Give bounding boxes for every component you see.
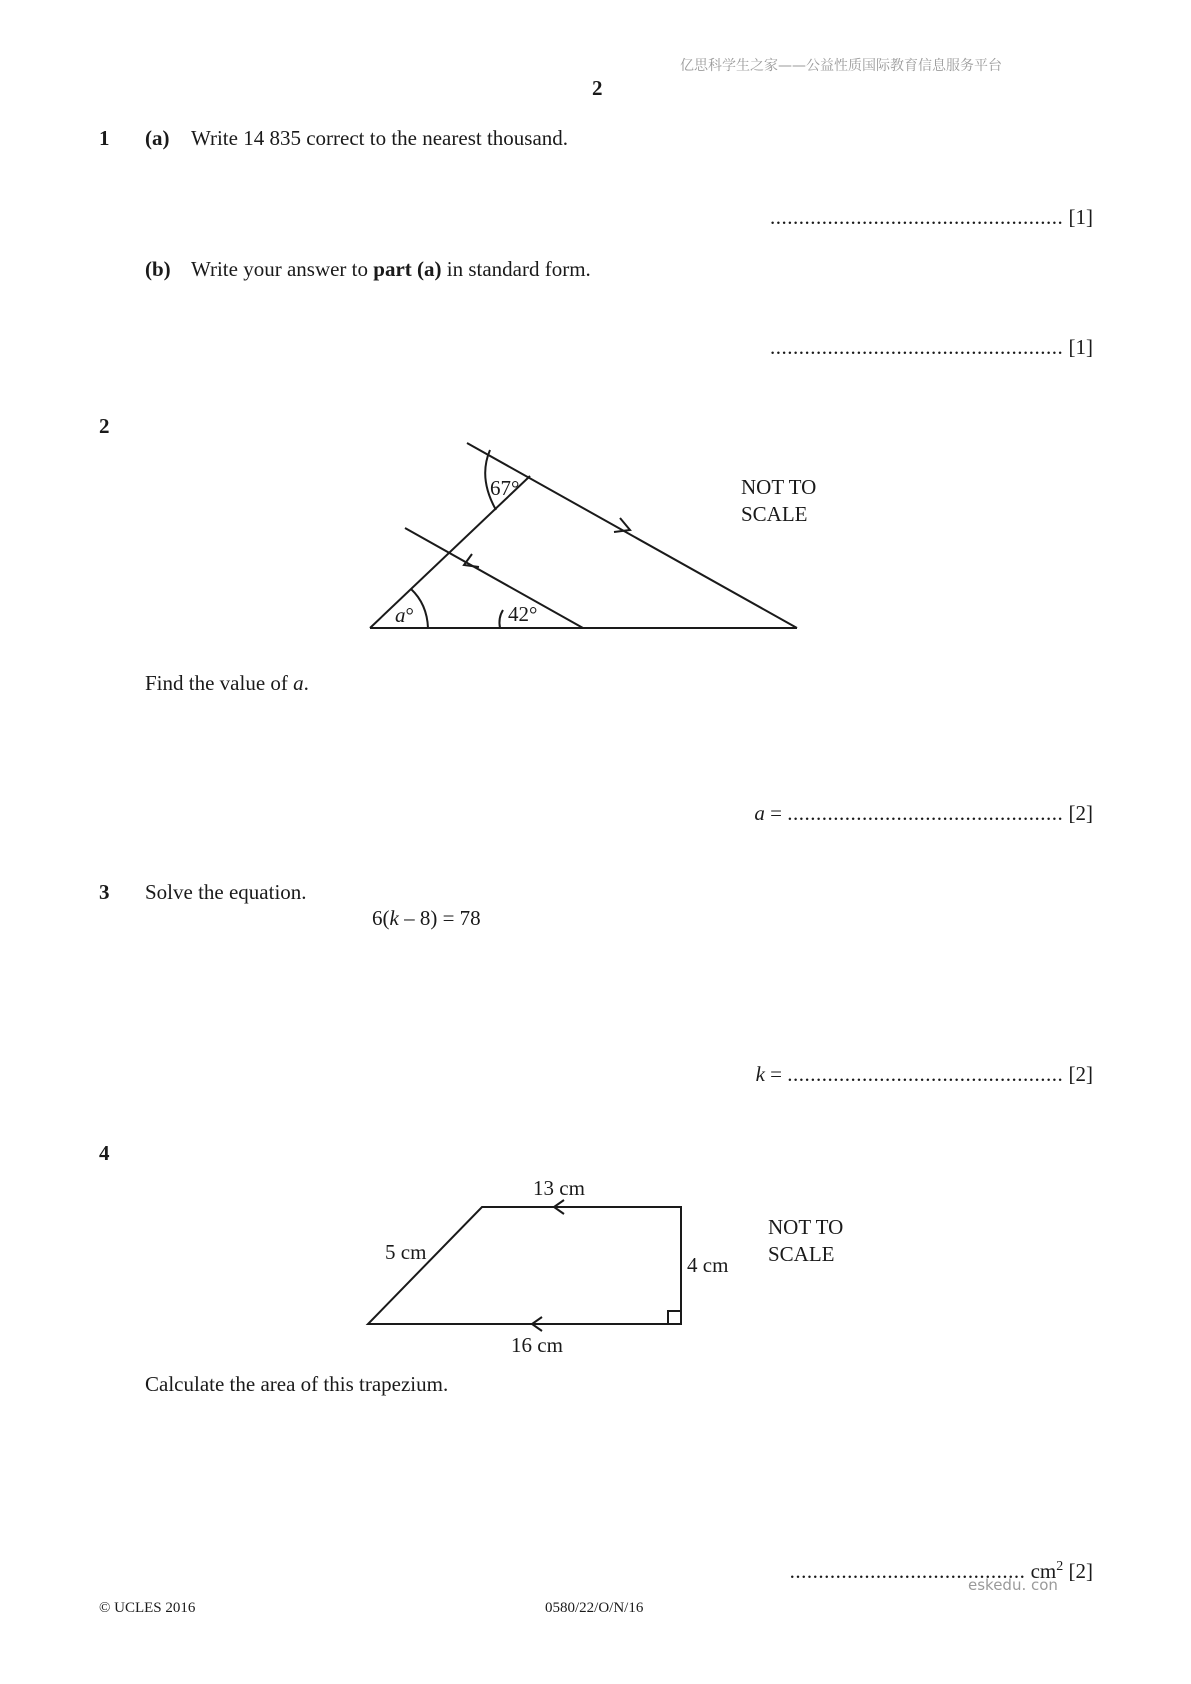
q2-short-parallel (405, 528, 583, 628)
q1-number: 1 (99, 126, 110, 150)
q2-note-line1: NOT TO (741, 475, 817, 499)
q1a-label: (a) (145, 126, 170, 150)
q4-label-right: 4 cm (687, 1253, 729, 1277)
q3-answer-var: k (755, 1062, 765, 1086)
footer-watermark: eskedu. con (968, 1576, 1058, 1594)
q3-answer-dots: ................................................ (787, 1062, 1064, 1086)
q2-prompt-after: . (303, 671, 309, 695)
page-number: 2 (592, 76, 603, 100)
q2-angle-a (395, 603, 414, 627)
footer-copyright: © UCLES 2016 (99, 1600, 196, 1616)
q1b-answer-dots: ................................................... (770, 335, 1064, 359)
q4-note-line1: NOT TO (768, 1215, 844, 1239)
q4-label-bottom: 16 cm (511, 1333, 563, 1357)
q4-right-angle (668, 1311, 681, 1324)
q2-angle-a-var: a (395, 603, 406, 627)
q2-long-parallel (467, 443, 797, 628)
q3-equation-var: k (389, 906, 399, 930)
q2-answer-line[interactable] (754, 801, 1093, 825)
q2-angle-a-deg: ° (405, 603, 414, 627)
q2-prompt-var: a (293, 671, 304, 695)
q2-prompt-before: Find the value of (145, 671, 294, 695)
footer-code: 0580/22/O/N/16 (545, 1600, 644, 1616)
q3-answer-eq: = (764, 1062, 788, 1086)
q4-note-line2: SCALE (768, 1242, 835, 1266)
q2-marks: [2] (1068, 801, 1093, 825)
q3-number: 3 (99, 880, 110, 904)
q1b-text-bold: part (a) (373, 257, 442, 281)
q2-answer-eq: = (764, 801, 788, 825)
q1b-text-before: Write your answer to (191, 257, 374, 281)
q4-number: 4 (99, 1141, 110, 1165)
q1b-marks: [1] (1068, 335, 1093, 359)
q4-label-top: 13 cm (533, 1176, 585, 1200)
q4-answer-dots: ......................................... (789, 1559, 1026, 1583)
q2-answer-dots: ................................................ (787, 801, 1064, 825)
q4-trapezium (368, 1207, 681, 1324)
q3-equation (372, 906, 481, 930)
q4-prompt: Calculate the area of this trapezium. (145, 1372, 449, 1396)
q3-equation-before: 6( (372, 906, 390, 930)
q2-answer-var: a (754, 801, 765, 825)
q3-answer-line[interactable] (756, 1062, 1093, 1086)
q1a-marks: [1] (1068, 205, 1093, 229)
q2-prompt (145, 671, 309, 695)
q2-angle-42: 42° (508, 602, 538, 626)
q3-equation-after: – 8) = 78 (398, 906, 481, 930)
q2-diagram (0, 0, 1191, 700)
q2-arrow-short (464, 554, 479, 567)
q1a-text: Write 14 835 correct to the nearest thousand. (191, 126, 569, 150)
q2-arc-42 (499, 610, 503, 628)
q3-prompt: Solve the equation. (145, 880, 307, 904)
q2-angle-67: 67° (490, 476, 520, 500)
q1b-text-after: in standard form. (441, 257, 591, 281)
q1b-label: (b) (145, 257, 171, 281)
q2-number: 2 (99, 414, 110, 438)
q1a-answer-dots: ................................................... (770, 205, 1064, 229)
q3-marks: [2] (1068, 1062, 1093, 1086)
q2-note-line2: SCALE (741, 502, 808, 526)
q4-marks: [2] (1068, 1559, 1093, 1583)
q4-unit-base: cm (1030, 1559, 1057, 1583)
q4-diagram (0, 1140, 1191, 1360)
header-watermark: 亿思科学生之家——公益性质国际教育信息服务平台 (680, 58, 1002, 74)
q4-label-left: 5 cm (385, 1240, 427, 1264)
q4-unit-sup: 2 (1056, 1559, 1064, 1574)
